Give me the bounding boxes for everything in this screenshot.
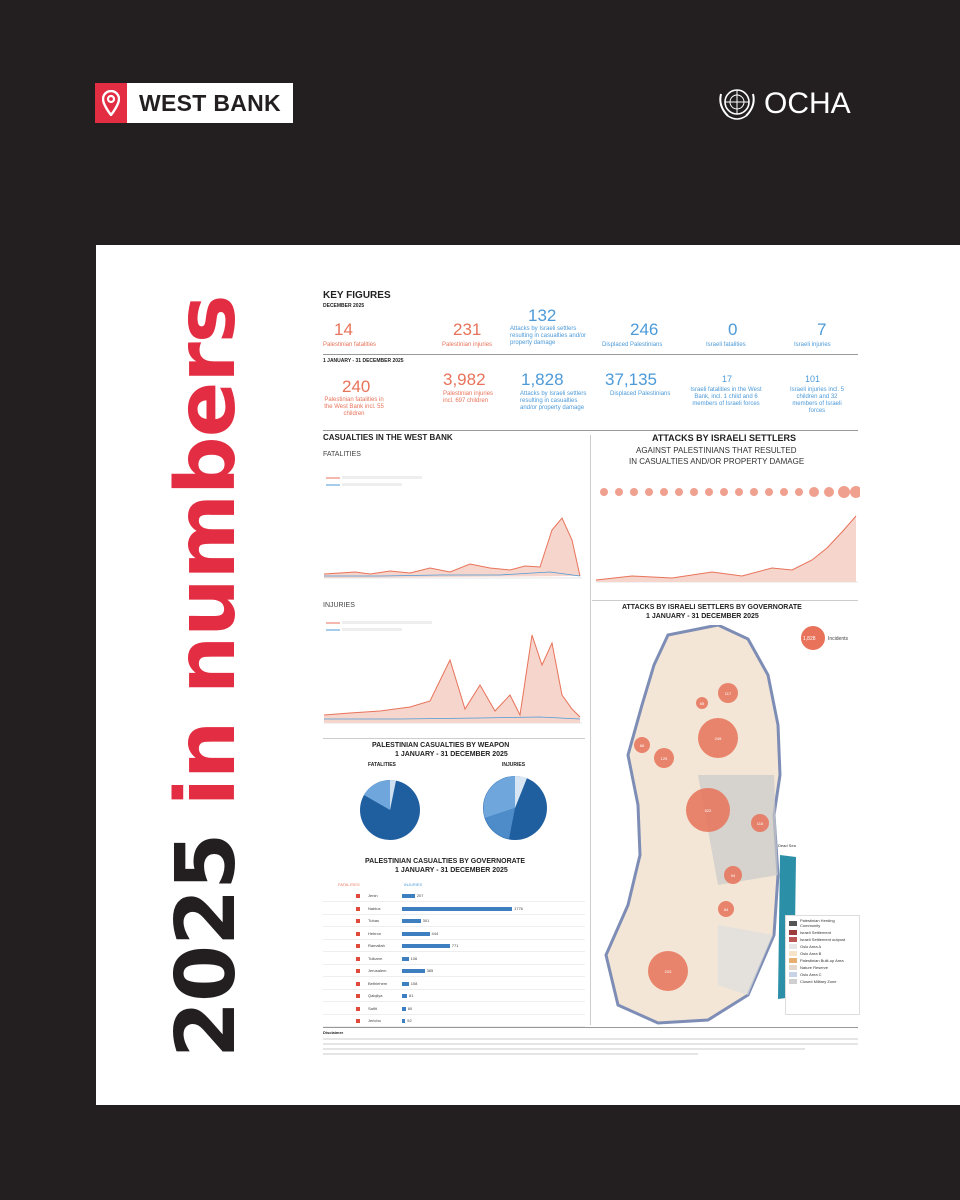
gov-row-divider	[323, 914, 585, 915]
gov-row-divider	[323, 901, 585, 902]
gov-row-divider	[323, 1014, 585, 1015]
legend-item	[789, 918, 856, 928]
year-fatalities-value: 240	[342, 377, 371, 396]
fatalities-heading: FATALITIES	[323, 451, 361, 458]
map-legend-list	[786, 918, 859, 984]
year-israeli-injuries-label: Israeli injuries incl. 5 children and 32 members of Israeli forces	[789, 387, 845, 414]
legend-label: Nature Reserve	[800, 965, 829, 970]
map-bubble-label: 66	[639, 743, 645, 748]
legend-item	[789, 979, 856, 984]
gov-fatality-bar	[356, 932, 360, 936]
legend-item	[789, 951, 856, 956]
injuries-line-chart	[320, 615, 585, 735]
gov-injury-bar	[402, 944, 450, 948]
legend-swatch	[789, 930, 797, 935]
gov-injury-bar	[402, 957, 409, 961]
legend-swatch	[789, 921, 797, 926]
incidents-label: Incidents	[828, 636, 849, 642]
casualties-title: CASUALTIES IN THE WEST BANK	[323, 433, 453, 442]
legend-swatch	[789, 944, 797, 949]
gov-injury-value: 301	[422, 918, 430, 923]
gov-injury-value: 1776	[514, 905, 523, 911]
dec-displaced-label: Displaced Palestinians	[602, 342, 663, 348]
gov-label: Hebron	[368, 930, 382, 936]
gov-fatality-bar	[356, 982, 360, 986]
gov-injuries-header: INJURIES	[404, 882, 423, 887]
gov-label: Bethlehem	[368, 980, 388, 986]
gov-injury-value: 365	[426, 968, 434, 973]
year-injuries-value: 3,982	[443, 370, 486, 389]
map-bubble-label: 117	[724, 691, 732, 696]
legend-swatch	[789, 951, 797, 956]
attacks-sub1: AGAINST PALESTINIANS THAT RESULTED	[636, 446, 797, 455]
map-bubble-label: 522	[704, 808, 712, 813]
legend-item	[789, 930, 856, 935]
weapon-fatalities-label: FATALITIES	[368, 762, 396, 768]
gov-label: Qalqilya	[368, 993, 383, 998]
gov-injury-bar	[402, 919, 421, 923]
gov-injury-value: 106	[410, 955, 418, 961]
title-year: 2025	[159, 833, 254, 1058]
year-displaced-label: Displaced Palestinians	[610, 391, 671, 397]
gov-fatality-bar	[356, 1007, 360, 1011]
gov-fatality-bar	[356, 994, 360, 998]
gov-row-divider	[323, 926, 585, 927]
year-israeli-injuries-value: 101	[805, 374, 821, 384]
gov-injury-bar	[402, 969, 425, 973]
gov-fatality-bar	[356, 1019, 360, 1023]
dec-israeli-injuries-label: Israeli injuries	[794, 342, 831, 348]
ocha-logo	[716, 84, 851, 124]
gov-fatality-bar	[356, 894, 360, 898]
gov-label: Jenin	[368, 893, 378, 898]
gov-injury-bar	[402, 1007, 406, 1011]
year-attacks-label: Attacks by Israeli settlers resulting in casualties and/or property damage	[520, 391, 587, 411]
legend-item	[789, 972, 856, 977]
dec-fatalities-label: Palestinian fatalities	[323, 342, 377, 348]
gov-injury-bar	[402, 1019, 405, 1023]
key-figures-title: KEY FIGURES	[323, 290, 391, 301]
year-israeli-fatalities-label: Israeli fatalities in the West Bank, incl. 1 child and 6 members of Israeli forces	[690, 387, 762, 407]
year-injuries-label: Palestinian injuries incl. 697 children	[443, 391, 494, 404]
gov-row-divider	[323, 939, 585, 940]
gov-injury-value: 108	[410, 980, 418, 986]
location-label: WEST BANK	[127, 83, 293, 123]
poster-title	[159, 295, 254, 1058]
map-period: 1 JANUARY - 31 DECEMBER 2025	[646, 613, 759, 620]
dec-attacks-value: 132	[528, 306, 557, 325]
gov-injury-value: 81	[409, 993, 414, 998]
injuries-heading: INJURIES	[323, 602, 355, 609]
legend-label: Palestinian Built-up Area	[800, 958, 844, 963]
gov-fatality-bar	[356, 907, 360, 911]
gov-label: Tubas	[368, 918, 379, 923]
dec-displaced-value: 246	[630, 320, 659, 339]
dec-israeli-injuries-value: 7	[817, 320, 827, 339]
map-title: ATTACKS BY ISRAELI SETTLERS BY GOVERNORATE	[622, 604, 802, 611]
dec-injuries-value: 231	[453, 320, 482, 339]
map-bubble-label: 125	[660, 756, 668, 761]
legend-label: Oslo Area B	[800, 951, 822, 956]
legend-label: Israeli Settlement outpost	[800, 937, 846, 942]
year-attacks-value: 1,828	[521, 370, 564, 389]
fatalities-pie-chart	[350, 770, 430, 850]
gov-injury-bar	[402, 932, 430, 936]
gov-injury-bar	[402, 894, 415, 898]
map-bubble-label: 94	[730, 873, 736, 878]
gov-injury-value: 771	[451, 943, 459, 948]
gov-injury-bar	[402, 907, 512, 911]
disclaimer-label: Disclaimer	[323, 1030, 344, 1035]
map-bubble-label: 84	[723, 907, 729, 912]
map-bubble-label: 245	[714, 736, 722, 741]
legend-item	[789, 944, 856, 949]
gov-label: Jericho	[368, 1018, 381, 1023]
gov-period: 1 JANUARY - 31 DECEMBER 2025	[395, 867, 508, 874]
year-fatalities-label: Palestinian fatalities in the West Bank incl. 55 children	[324, 397, 384, 417]
dec-israeli-fatalities-label: Israeli fatalities	[706, 342, 746, 348]
map-pin-icon	[95, 83, 127, 123]
map-bubble-label: 116	[756, 821, 764, 826]
ocha-label: OCHA	[764, 87, 851, 120]
gov-title: PALESTINIAN CASUALTIES BY GOVERNORATE	[365, 858, 526, 865]
incidents-value: 1,828	[803, 636, 816, 642]
legend-swatch	[789, 972, 797, 977]
gov-injury-bar	[402, 994, 407, 998]
legend-label: Closed Military Zone	[800, 979, 837, 984]
legend-swatch	[789, 937, 797, 942]
gov-fatality-bar	[356, 957, 360, 961]
legend-item	[789, 965, 856, 970]
weapon-injuries-label: INJURIES	[502, 762, 526, 768]
dec-attacks-label: Attacks by Israeli settlers resulting in casualties and/or property damage	[510, 326, 587, 346]
legend-label: Oslo Area A	[800, 944, 822, 949]
gov-fatality-bar	[356, 969, 360, 973]
gov-fatalities-header: FATALITIES	[338, 882, 360, 887]
map-legend	[785, 915, 860, 1015]
gov-row-divider	[323, 1001, 585, 1002]
gov-label: Tulkarm	[368, 955, 383, 961]
injuries-pie-chart	[475, 768, 555, 848]
gov-label: Salfit	[368, 1005, 377, 1011]
year-israeli-fatalities-value: 17	[722, 374, 733, 384]
disclaimer-text-block	[323, 1038, 858, 1055]
dec-israeli-fatalities-value: 0	[728, 320, 738, 339]
legend-swatch	[789, 965, 797, 970]
gov-fatality-bar	[356, 944, 360, 948]
gov-label: Jerusalem	[368, 968, 387, 973]
gov-label: Ramallah	[368, 943, 385, 948]
dec-injuries-label: Palestinian injuries	[442, 342, 493, 348]
weapon-title: PALESTINIAN CASUALTIES BY WEAPON	[372, 742, 510, 749]
legend-label: Israeli Settlement	[800, 930, 831, 935]
infographic-document	[320, 290, 862, 1068]
gov-row-divider	[323, 989, 585, 990]
year-displaced-value: 37,135	[605, 370, 657, 389]
fatalities-line-chart	[320, 470, 585, 590]
gov-fatality-bar	[356, 919, 360, 923]
legend-item	[789, 937, 856, 942]
attacks-sub2: IN CASUALTIES AND/OR PROPERTY DAMAGE	[629, 457, 805, 466]
legend-item	[789, 958, 856, 963]
dead-sea-label: Dead Sea	[778, 843, 796, 848]
gov-injury-value: 207	[416, 893, 424, 898]
gov-row-divider	[323, 976, 585, 977]
legend-swatch	[789, 958, 797, 963]
gov-injury-value: 52	[407, 1018, 412, 1023]
gov-row-divider	[323, 951, 585, 952]
month-label: DECEMBER 2025	[323, 303, 365, 309]
legend-label: Palestinian Herding Community	[800, 918, 835, 928]
legend-label: Oslo Area C	[800, 972, 822, 977]
attacks-title: ATTACKS BY ISRAELI SETTLERS	[652, 433, 797, 443]
gov-injury-bar	[402, 982, 409, 986]
attacks-area-chart	[592, 472, 860, 592]
dec-fatalities-value: 14	[334, 320, 353, 339]
gov-row-divider	[323, 964, 585, 965]
gov-injury-value: 60	[407, 1005, 413, 1011]
gov-label: Nablus	[368, 905, 381, 911]
un-emblem-icon	[716, 84, 758, 124]
map-bubble-label: 203	[664, 969, 672, 974]
map-bubble-label: 65	[699, 701, 705, 706]
legend-swatch	[789, 979, 797, 984]
title-rest: in numbers	[159, 295, 254, 834]
weapon-period: 1 JANUARY - 31 DECEMBER 2025	[395, 751, 508, 758]
location-tag	[95, 83, 293, 123]
gov-injury-value: 444	[431, 930, 439, 936]
period-label: 1 JANUARY - 31 DECEMBER 2025	[323, 358, 404, 364]
